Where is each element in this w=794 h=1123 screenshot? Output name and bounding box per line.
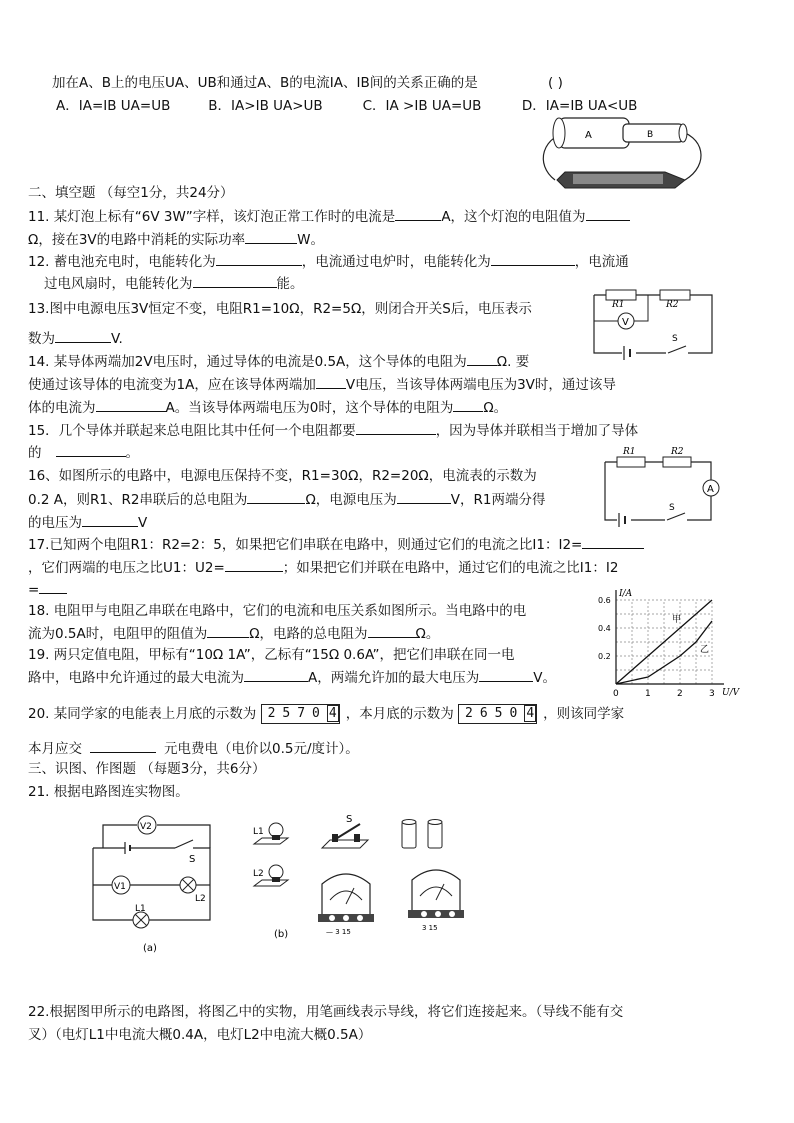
q15-blank-1[interactable]: [356, 421, 436, 435]
q14-text-6: A。当该导体两端电压为0时，这个导体的电阻为: [165, 400, 454, 416]
q16-text-4: V，R1两端分得: [450, 492, 546, 508]
q21-meter1-scale: — 3 15: [326, 928, 351, 936]
q16-label-r1: R1: [623, 447, 636, 457]
q13-blank-voltage[interactable]: [55, 329, 111, 343]
q20-text-2: ，本月底的示数为: [345, 706, 454, 722]
q10-option-d: D．IA=IB UA<UB: [521, 98, 638, 114]
q18-blank-1[interactable]: [207, 624, 249, 638]
q17-text-3: ；如果把它们并联在电路中，通过它们的电流之比I1：I2: [282, 560, 619, 576]
q14-text-4: V电压，当该导体两端电压为3V时，通过该导: [345, 377, 616, 393]
q17-line2: [28, 558, 618, 577]
q17-blank-2[interactable]: [225, 558, 283, 572]
q14-blank-2[interactable]: [316, 375, 346, 389]
q22-line1: 22.根据图甲所示的电路图，将图乙中的实物，用笔画线表示导线，将它们连接起来。（导线不能有交: [28, 1004, 624, 1020]
q14-line2: [28, 375, 616, 394]
q12-text-3: ，电流通: [574, 254, 629, 270]
q17-line3: [28, 580, 67, 599]
chart-y-tick: 0.6: [598, 596, 611, 605]
q19-text-3: A，两端允许加的最大电压为: [308, 670, 480, 686]
q13-line1: 13.图中电源电压3V恒定不变，电阻R1=10Ω，R2=5Ω，则闭合开关S后，电压表示: [28, 301, 532, 317]
q12-blank-1[interactable]: [216, 252, 302, 266]
q12-text-1: 12. 蓄电池充电时，电能转化为: [28, 254, 216, 270]
q11-text-2: A，这个灯泡的电阻值为: [441, 209, 586, 225]
q16-text-2: 0.2 A，则R1、R2串联后的总电阻为: [28, 492, 248, 508]
q11-blank-power[interactable]: [245, 230, 297, 244]
q11-text-1: 11. 某灯泡上标有“6V 3W”字样，该灯泡正常工作时的电流是: [28, 209, 396, 225]
q20-meter-last-decimal: 4: [328, 706, 337, 721]
q15-blank-2[interactable]: [56, 443, 126, 457]
q15-line1: [28, 421, 638, 440]
q16-blank-2[interactable]: [397, 490, 451, 504]
q20-line2: [28, 739, 359, 758]
chart-x-label: U/V: [722, 688, 740, 698]
q13-label-r1: R1: [612, 300, 625, 310]
q10-option-a: A．IA=IB UA=UB: [56, 98, 171, 114]
q18-line1: 18. 电阻甲与电阻乙串联在电路中，它们的电流和电压关系如图所示。当电路中的电: [28, 603, 527, 619]
q19-line1: 19. 两只定值电阻，甲标有“10Ω 1A”，乙标有“15Ω 0.6A”，把它们串联在同一电: [28, 647, 515, 663]
section3-title: 三、识图、作图题 （每题3分，共6分）: [28, 761, 266, 777]
q14-line3: [28, 398, 507, 417]
q14-blank-3[interactable]: [96, 398, 166, 412]
q16-label-r2: R2: [671, 447, 684, 457]
chart-y-tick: 0.4: [598, 624, 611, 633]
q10-label-b: B: [647, 130, 654, 140]
chart-x-tick: 2: [677, 689, 683, 699]
q19-line2: [28, 668, 556, 687]
q21-l2-label: L2: [195, 894, 206, 904]
q14-blank-4[interactable]: [453, 398, 483, 412]
q19-text-4: V。: [533, 670, 556, 686]
q14-line1: [28, 352, 529, 371]
q16-text-6: V: [138, 515, 148, 531]
section2-title: 二、填空题 （每空1分，共24分）: [28, 185, 234, 201]
chart-series-label-1: 甲: [672, 615, 682, 625]
q18-iu-chart: [596, 589, 766, 700]
q14-text-5: 体的电流为: [28, 400, 96, 416]
q12-blank-2[interactable]: [491, 252, 575, 266]
q13-text-2: 数为: [28, 331, 55, 347]
q21-bulb-l2-label: L2: [253, 869, 264, 879]
q21-caption-b: (b): [274, 929, 289, 940]
q21-physical-parts: [250, 812, 470, 962]
q16-circuit: [603, 448, 717, 524]
q11-text-4: W。: [297, 232, 324, 248]
chart-series-label-2: 乙: [700, 645, 710, 655]
q10-label-a: A: [585, 130, 592, 141]
q12-text-2: ，电流通过电炉时，电能转化为: [301, 254, 491, 270]
q20-meter-last-month: [261, 704, 340, 724]
q16-line1: 16、如图所示的电路中，电源电压保持不变，R1=30Ω，R2=20Ω，电流表的示数为: [28, 468, 537, 484]
q14-text-7: Ω。: [483, 400, 508, 416]
q19-text-2: 路中，电路中允许通过的最大电流为: [28, 670, 244, 686]
q16-text-5: 的电压为: [28, 515, 82, 531]
q20-meter-last-digits: 2570: [267, 706, 327, 721]
q17-text-1: 17.已知两个电阻R1：R2=2：5，如果把它们串联在电路中，则通过它们的电流之比I1：I2=: [28, 537, 583, 553]
q19-blank-2[interactable]: [479, 668, 533, 682]
q20-meter-this-decimal: 4: [526, 706, 535, 721]
q13-label-r2: R2: [666, 300, 679, 310]
q15-text-2: ，因为导体并联相当于增加了导体: [435, 423, 639, 439]
q12-line2: [44, 274, 304, 293]
q15-line2: [28, 443, 139, 462]
q17-blank-3[interactable]: [39, 580, 67, 594]
q20-text-1: 20. 某同学家的电能表上月底的示数为: [28, 706, 257, 722]
q12-text-4: 过电风扇时，电能转化为: [44, 276, 193, 292]
q16-line2: [28, 490, 545, 509]
chart-x-tick: 3: [709, 689, 715, 699]
q13-line2: [28, 329, 123, 348]
q21-circuit-diagram: [85, 815, 225, 955]
q21-switch-label: S: [346, 814, 353, 825]
q15-text-3: 的: [28, 445, 42, 461]
q14-text-1: 14. 某导体两端加2V电压时，通过导体的电流是0.5A，这个导体的电阻为: [28, 354, 467, 370]
q22-line2: 叉）（电灯L1中电流大概0.4A，电灯L2中电流大概0.5A）: [28, 1027, 372, 1043]
q16-line3: [28, 513, 147, 532]
q17-text-2: ，它们两端的电压之比U1：U2=: [28, 560, 225, 576]
q16-ammeter-label: A: [707, 484, 714, 495]
q20-text-4: 本月应交: [28, 741, 82, 757]
q17-text-4: =: [28, 582, 40, 598]
q13-switch-label: S: [672, 334, 678, 344]
q18-text-4: Ω。: [415, 626, 440, 642]
q11-line2: [28, 230, 324, 249]
q18-blank-2[interactable]: [368, 624, 416, 638]
q16-blank-3[interactable]: [82, 513, 138, 527]
q12-blank-3[interactable]: [193, 274, 277, 288]
q11-text-3: Ω，接在3V的电路中消耗的实际功率: [28, 232, 246, 248]
q10-answer-paren: ( ): [548, 75, 563, 91]
q14-text-3: 使通过该导体的电流变为1A，应在该导体两端加: [28, 377, 316, 393]
q20-text-5: 元电费电（电价以0.5元/度计）。: [164, 741, 359, 757]
q11-blank-current[interactable]: [395, 207, 441, 221]
q10-stem-text: 加在A、B上的电压UA、UB和通过A、B的电流IA、IB间的关系正确的是: [52, 75, 478, 91]
q20-meter-this-month: [458, 704, 537, 724]
q16-switch-label: S: [669, 503, 675, 513]
q13-circuit: [592, 287, 714, 357]
q20-text-3: ，则该同学家: [543, 706, 625, 722]
q17-blank-1[interactable]: [582, 535, 644, 549]
q18-text-2: 流为0.5A时，电阻甲的阻值为: [28, 626, 208, 642]
chart-y-tick: 0.2: [598, 652, 611, 661]
q12-text-5: 能。: [276, 276, 304, 292]
q18-text-3: Ω，电路的总电阻为: [249, 626, 368, 642]
q21-caption-a: (a): [143, 943, 157, 954]
q14-text-2: Ω. 要: [496, 354, 530, 370]
q13-voltmeter-label: V: [622, 317, 629, 328]
q21-v2-label: V2: [140, 822, 152, 832]
q14-blank-1[interactable]: [467, 352, 497, 366]
q15-text-4: 。: [125, 445, 139, 461]
q18-line2: [28, 624, 439, 643]
q20-line1: [28, 704, 624, 724]
q11-line1: [28, 207, 630, 226]
q16-text-3: Ω，电源电压为: [305, 492, 397, 508]
q20-blank-fee[interactable]: [90, 739, 156, 753]
q11-blank-resistance[interactable]: [586, 207, 630, 221]
q21-s-label: S: [189, 854, 196, 865]
q21-l1-label: L1: [135, 904, 146, 914]
chart-x-tick: 0: [613, 689, 619, 699]
q21-v1-label: V1: [114, 882, 126, 892]
q10-option-c: C．IA >IB UA=UB: [362, 98, 482, 114]
chart-y-label: I/A: [619, 589, 633, 599]
q10-stem: [52, 74, 563, 92]
q20-meter-this-digits: 2650: [465, 706, 525, 721]
q13-text-3: V.: [111, 331, 123, 347]
q10-figure: [535, 110, 715, 192]
q16-blank-1[interactable]: [247, 490, 305, 504]
q19-blank-1[interactable]: [244, 668, 308, 682]
q21-meter2-scale: 3 15: [422, 924, 438, 932]
chart-x-tick: 1: [645, 689, 651, 699]
q12-line1: [28, 252, 629, 271]
q21-text: 21. 根据电路图连实物图。: [28, 784, 189, 800]
q21-bulb-l1-label: L1: [253, 827, 264, 837]
q17-line1: [28, 535, 644, 554]
q15-text-1: 15．几个导体并联起来总电阻比其中任何一个电阻都要: [28, 423, 356, 439]
q10-option-b: B．IA>IB UA>UB: [208, 98, 323, 114]
